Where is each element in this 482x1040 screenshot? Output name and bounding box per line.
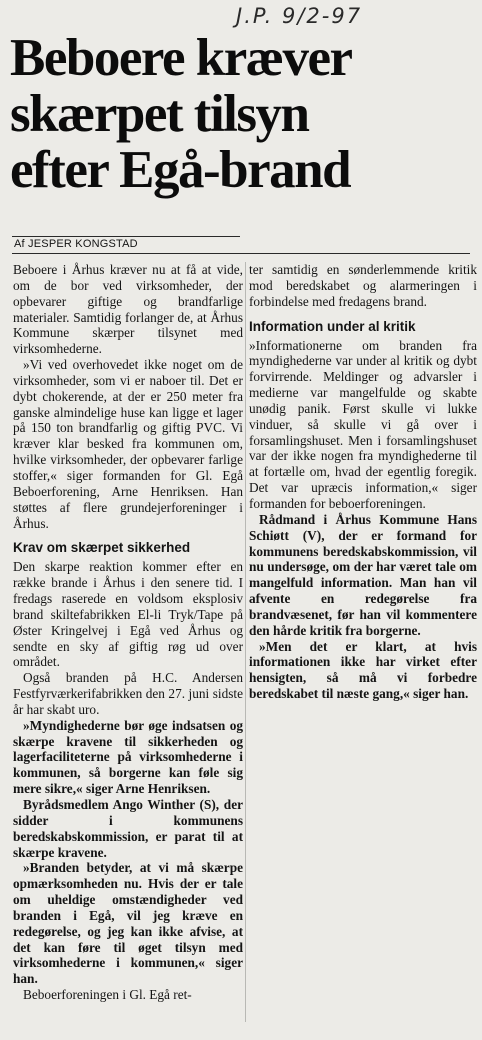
subheading: Information under al kritik bbox=[249, 318, 416, 334]
paragraph: Beboere i Århus kræver nu at få at vide, om de bor ved virksomheder, der opbevarer giftige og brandfarlige materialer. Samtidig forlanger de, at Århus Kommune skærper tilsynet med virksomhederne. bbox=[13, 262, 243, 357]
column-divider bbox=[245, 262, 246, 1022]
paragraph-bold: »Myndighederne bør øge indsatsen og skærpe kravene til sikkerheden og lagerfaciliteterne på virksomhederne i kommunen, så borgerne kan føle sig mere sikre,« siger Arne Henriksen. bbox=[13, 717, 243, 797]
paragraph: Den skarpe reaktion kommer efter en række brande i Århus i den senere tid. I fredags raserede en voldsom eksplosiv brand skiltefabrikken El-li Tryk/Tape på Øster Kringelvej i Egå ved Århus og sendte en sky af giftig røg ud over området. bbox=[13, 559, 243, 670]
headline bbox=[10, 30, 475, 198]
paragraph: Beboerforeningen i Gl. Egå ret- bbox=[23, 987, 192, 1003]
header-divider bbox=[12, 253, 470, 254]
paragraph: »Informationerne om branden fra myndighederne var under al kritik og dybt forvirrende. Meldinger og advarsler i medierne var mangelfulde og skabte unødig panik. Først skulle vi lukke vinduer, så skulle vi gå over i forsamlingshuset. Men i forsamlingshuset var der ikke nogen fra myndighederne til at fortælle om, hvad der egentlig foregik. Det var upræcis information,« siger formanden for beboerforeningen. bbox=[249, 337, 477, 511]
paragraph-bold: Byrådsmedlem Ango Winther (S), der sidder i kommunens beredskabskommission, er parat til at skærpe kravene. bbox=[13, 797, 243, 860]
paragraph: ter samtidig en sønderlemmende kritik mod beredskabet og alarmeringen i forbindelse med fredagens brand. bbox=[249, 262, 477, 309]
paragraph-bold: Rådmand i Århus Kommune Hans Schiøtt (V), der er formand for kommunens beredskabskommission, vil nu undersøge, om der har været tale om mangelfuld information. Man han vil afvente en redegørelse fra brandvæsenet, før han vil kommentere den hårde kritik fra borgerne. bbox=[249, 511, 477, 638]
paragraph: »Vi ved overhovedet ikke noget om de virksomheder, som vi er naboer til. Det er dybt chokerende, at der er 250 meter fra ganske almindelige huse kan ligge et lager på 150 ton brandfarlig og giftig PVC. Vi kræver klar besked fra kommunen om, hvilke virksomheder, der opbevarer farlige stoffer,« siger formanden for Gl. Egå Beboerforening, Arne Henriksen. Han støttes af flere grundejerforeninger i Århus. bbox=[13, 357, 243, 531]
byline-rule bbox=[12, 236, 240, 237]
paragraph-bold: »Branden betyder, at vi må skærpe opmærksomheden nu. Hvis der er tale om uheldige omstændigheder ved branden i Egå, vil jeg kræve en redegørelse, og jeg kan ikke afvise, at det kan føre til øget tilsyn med virksomhederne i kommunen,« siger han. bbox=[13, 860, 243, 987]
handwritten-date-note: J.P. 9/2-97 bbox=[236, 4, 363, 28]
paragraph: Også branden på H.C. Andersen Festfyrværkerifabrikken den 27. juni sidste år har skabt uro. bbox=[13, 670, 243, 717]
paragraph-bold: »Men det er klart, at hvis informationen ikke har virket efter hensigten, så må vi forbedre beredskabet til næste gang,« siger han. bbox=[249, 638, 477, 702]
headline-line-1: Beboere kræver bbox=[10, 29, 352, 87]
headline-line-2: skærpet tilsyn bbox=[10, 85, 309, 143]
byline: Af JESPER KONGSTAD bbox=[14, 238, 138, 250]
article-column-1 bbox=[13, 262, 243, 1003]
headline-line-3: efter Egå-brand bbox=[10, 141, 351, 199]
article-column-2 bbox=[249, 262, 477, 702]
subheading: Krav om skærpet sikkerhed bbox=[13, 540, 191, 556]
